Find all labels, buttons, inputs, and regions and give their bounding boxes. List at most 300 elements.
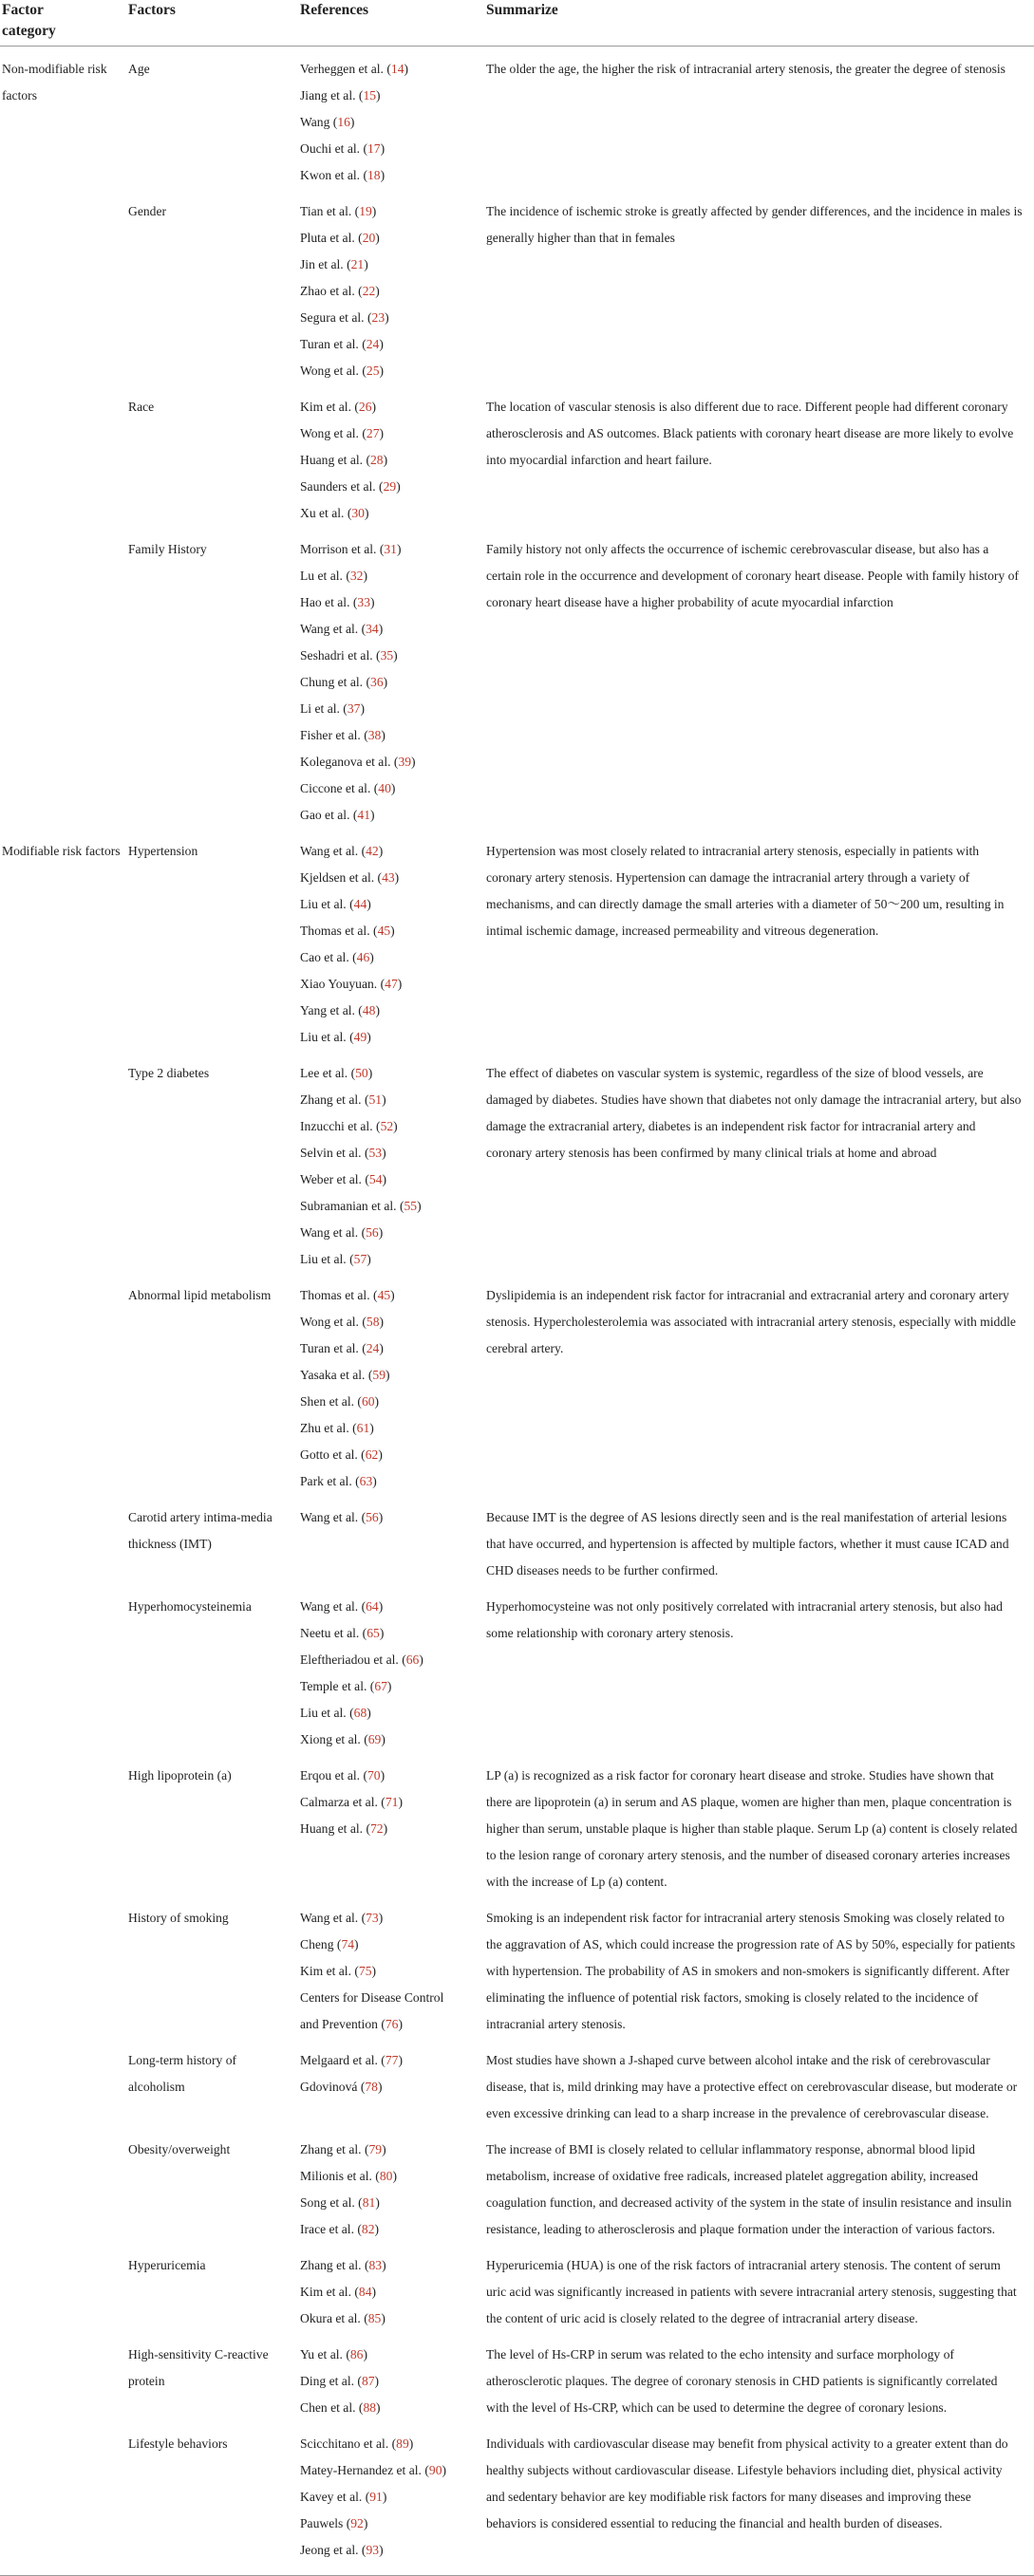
reference-name: Erqou et al. (300, 1768, 361, 1783)
reference-number-link[interactable]: 45 (377, 1288, 391, 1302)
reference-item (300, 1985, 479, 2011)
reference-item: Kavey et al. (91) (300, 2490, 387, 2504)
reference-item: Kjeldsen et al. (43) (300, 870, 400, 885)
reference-number-link[interactable]: 23 (371, 310, 385, 325)
factor-category-cell (0, 189, 126, 384)
factor-cell: History of smoking (128, 1911, 229, 1925)
references-cell (298, 1584, 484, 1753)
reference-name: Zhao et al. (300, 284, 355, 298)
reference-number-link[interactable]: 24 (366, 337, 380, 351)
reference-name: Xiao Youyuan. (300, 977, 378, 991)
reference-item: Kim et al. (26) (300, 400, 377, 414)
reference-item: Fisher et al. (38) (300, 728, 385, 742)
reference-number-link[interactable]: 83 (368, 2258, 383, 2272)
reference-number-link[interactable]: 29 (383, 479, 397, 494)
reference-name: Zhang et al. (300, 2258, 362, 2272)
reference-item: Lu et al. (32) (300, 569, 367, 583)
reference-number-link[interactable]: 93 (366, 2543, 380, 2557)
reference-item: Wang (16) (300, 115, 355, 129)
reference-item: Jiang et al. (15) (300, 88, 381, 103)
reference-name: Kavey et al. (300, 2490, 363, 2504)
factor-cell: Family History (128, 542, 207, 556)
summary-cell: The older the age, the higher the risk of intracranial artery stenosis, the greater the degree of stenosis (486, 62, 1006, 76)
header-summarize: Summarize (484, 0, 1034, 47)
table-row (0, 1273, 1034, 1495)
reference-number-link[interactable]: 32 (349, 569, 364, 583)
reference-number-link[interactable]: 38 (367, 728, 382, 742)
reference-name: Jiang et al. (300, 88, 356, 103)
reference-name: Milionis et al. (300, 2169, 372, 2183)
reference-item: Melgaard et al. (77) (300, 2053, 403, 2067)
reference-item: Cheng (74) (300, 1937, 359, 1951)
reference-item: Saunders et al. (29) (300, 479, 401, 494)
reference-item: Wang et al. (34) (300, 622, 384, 636)
references-cell (298, 1051, 484, 1273)
reference-name: Calmarza et al. (300, 1795, 378, 1809)
reference-number-link[interactable]: 91 (369, 2490, 383, 2504)
table-row (0, 2038, 1034, 2127)
reference-name: Neetu et al. (300, 1626, 360, 1640)
reference-item: Verheggen et al. (14) (300, 62, 409, 76)
header-row (0, 0, 1034, 47)
reference-number-link[interactable]: 54 (368, 1172, 383, 1186)
reference-number-link[interactable]: 77 (385, 2053, 399, 2067)
reference-item: Yu et al. (86) (300, 2347, 367, 2361)
reference-name: Liu et al. (300, 1030, 347, 1044)
reference-item: Scicchitano et al. (89) (300, 2436, 414, 2451)
summary-cell: The increase of BMI is closely related to cellular inflammatory response, abnormal blood lipid metabolism, increase of oxidative free radicals, increased platelet aggregation ability, increased coagulation function, and decreased activity of the system in the state of insulin resistance and insulin resistance, leading to atherosclerosis and plaque formation under the interaction of various factors. (486, 2142, 1012, 2236)
reference-item: Okura et al. (85) (300, 2311, 385, 2325)
header-factor-category-line2: category (2, 23, 56, 39)
summary-cell: The level of Hs-CRP in serum was related to the echo intensity and surface morphology of atherosclerotic plaques. The degree of coronary stenosis in CHD patients is significantly correlated with the level of Hs-CRP, which can be used to determine the degree of coronary lesions. (486, 2347, 998, 2415)
reference-number-link[interactable]: 16 (337, 115, 350, 129)
reference-name: Liu et al. (300, 1252, 347, 1266)
summary-cell: LP (a) is recognized as a risk factor for coronary heart disease and stroke. Studies have shown that there are lipoprotein (a) in serum and AS plaque, women are higher than men, plaque concentration is higher than serum, unstable plaque is higher than stable plaque. Serum Lp (a) content is closely related to the lesion range of coronary artery stenosis, and the number of diseased coronary arteries increases with the increase of Lp (a) content. (486, 1768, 1018, 1889)
reference-number-link[interactable]: 18 (367, 168, 381, 182)
reference-item: Wang et al. (64) (300, 1599, 384, 1614)
reference-item: Kim et al. (75) (300, 1964, 377, 1978)
reference-number-link[interactable]: 86 (349, 2347, 364, 2361)
reference-number-link[interactable]: 15 (363, 88, 377, 103)
reference-number-link[interactable]: 34 (366, 622, 379, 636)
factor-cell: Age (128, 62, 150, 76)
reference-number-link[interactable]: 79 (368, 2142, 383, 2156)
reference-name: Ding et al. (300, 2374, 355, 2388)
factor-cell: High-sensitivity C-reactive protein (128, 2347, 269, 2388)
factor-category-cell (0, 1895, 126, 2038)
reference-number-link[interactable]: 78 (365, 2080, 378, 2094)
reference-number-link[interactable]: 43 (382, 870, 395, 885)
reference-name: Koleganova et al. (300, 755, 391, 769)
reference-number-link[interactable]: 66 (405, 1652, 420, 1667)
reference-item: Kim et al. (84) (300, 2285, 377, 2299)
reference-item: Jin et al. (21) (300, 257, 368, 271)
reference-item: Subramanian et al. (55) (300, 1199, 422, 1213)
reference-number-link[interactable]: 51 (368, 1092, 383, 1107)
factor-cell: Long-term history of alcoholism (128, 2053, 237, 2094)
summary-cell: Family history not only affects the occurrence of ischemic cerebrovascular disease, but also has a certain role in the occurrence and development of coronary heart disease. People with family history of coronary heart disease have a higher probability of acute myocardial infarction (486, 542, 1019, 609)
reference-name: Chen et al. (300, 2400, 356, 2415)
reference-number-link[interactable]: 14 (390, 62, 404, 76)
references-cell (298, 47, 484, 190)
reference-name: Liu et al. (300, 897, 347, 911)
reference-name: Kim et al. (300, 400, 351, 414)
reference-name: Saunders et al. (300, 479, 376, 494)
reference-number-link[interactable]: 61 (356, 1421, 370, 1435)
factor-category-cell (0, 2421, 126, 2576)
reference-number-link[interactable]: 82 (361, 2222, 375, 2236)
reference-name: Thomas et al. (300, 1288, 370, 1302)
reference-name: Tian et al. (300, 204, 352, 218)
reference-item: Erqou et al. (70) (300, 1768, 385, 1783)
table-row (0, 1495, 1034, 1584)
reference-number-link[interactable]: 72 (370, 1821, 384, 1836)
reference-number-link[interactable]: 21 (350, 257, 365, 271)
reference-item: Zhang et al. (83) (300, 2258, 386, 2272)
factor-category-cell (0, 2243, 126, 2332)
reference-item: Wang et al. (42) (300, 844, 384, 858)
summary-cell: The effect of diabetes on vascular system is systemic, regardless of the size of blood vessels, are damaged by diabetes. Studies have shown that diabetes not only damage the intracranial artery, but also damage the extracranial artery, diabetes is an independent risk factor for intracranial artery and coronary artery stenosis has been confirmed by many clinical trials at home and abroad (486, 1066, 1022, 1160)
reference-number-link[interactable]: 65 (367, 1626, 380, 1640)
reference-name: Cao et al. (300, 950, 349, 964)
reference-item: Milionis et al. (80) (300, 2169, 397, 2183)
reference-name: Jin et al. (300, 257, 344, 271)
reference-item: Chung et al. (36) (300, 675, 388, 689)
factor-cell: Race (128, 400, 155, 414)
reference-item: Wang et al. (56) (300, 1225, 384, 1240)
reference-item: Liu et al. (49) (300, 1030, 371, 1044)
reference-name: Morrison et al. (300, 542, 377, 556)
summary-cell: The location of vascular stenosis is also different due to race. Different people had different coronary atherosclerosis and AS outcomes. Black patients with coronary heart disease are more likely to evolve into myocardial infarction and heart failure. (486, 400, 1014, 467)
summary-cell: The incidence of ischemic stroke is greatly affected by gender differences, and the incidence in males is generally higher than that in females (486, 204, 1023, 245)
table-row (0, 384, 1034, 527)
reference-number-link[interactable]: 20 (362, 231, 376, 245)
reference-name: Huang et al. (300, 1821, 364, 1836)
factor-category-cell: Modifiable risk factors (2, 844, 121, 858)
reference-number-link[interactable]: 59 (372, 1368, 385, 1382)
reference-number-link[interactable]: 76 (385, 2017, 399, 2031)
reference-name: Matey-Hernandez et al. (300, 2463, 422, 2477)
reference-number-link[interactable]: 71 (385, 1795, 399, 1809)
factor-cell: Type 2 diabetes (128, 1066, 210, 1080)
references-cell (298, 2421, 484, 2576)
reference-number-link[interactable]: 36 (370, 675, 384, 689)
reference-name: Wang et al. (300, 844, 359, 858)
summary-cell: Smoking is an independent risk factor for intracranial artery stenosis Smoking was closely related to the aggravation of AS, which could increase the progression rate of AS by 50%, especially for patients with hypertension. The probability of AS in smokers and non-smokers is significantly different. After eliminating the influence of potential risk factors, smoking is closely related to the incidence of intracranial artery stenosis. (486, 1911, 1016, 2031)
reference-item: Jeong et al. (93) (300, 2543, 384, 2557)
table-row (0, 1584, 1034, 1753)
reference-number-link[interactable]: 41 (357, 808, 370, 822)
header-factors: Factors (126, 0, 298, 47)
table-row (0, 2332, 1034, 2421)
reference-item: Wong et al. (27) (300, 426, 385, 440)
reference-item: Thomas et al. (45) (300, 924, 395, 938)
summary-cell: Hyperuricemia (HUA) is one of the risk factors of intracranial artery stenosis. The content of serum uric acid was significantly increased in patients with severe intracranial artery stenosis, suggesting that the content of uric acid is closely related to the degree of intracranial artery disease. (486, 2258, 1017, 2325)
reference-item: Yasaka et al. (59) (300, 1368, 390, 1382)
reference-number-link[interactable]: 64 (366, 1599, 379, 1614)
reference-item: Ciccone et al. (40) (300, 781, 396, 795)
reference-name: Shen et al. (300, 1394, 355, 1409)
reference-item: Cao et al. (46) (300, 950, 374, 964)
references-cell (298, 1753, 484, 1895)
reference-number-link[interactable]: 22 (362, 284, 376, 298)
reference-number-link[interactable]: 56 (366, 1225, 379, 1240)
reference-number-link[interactable]: 80 (379, 2169, 393, 2183)
reference-item: Segura et al. (23) (300, 310, 389, 325)
reference-name: Scicchitano et al. (300, 2436, 389, 2451)
reference-name: Wang et al. (300, 1911, 359, 1925)
reference-name: Inzucchi et al. (300, 1119, 373, 1133)
summary-cell: Most studies have shown a J-shaped curve between alcohol intake and the risk of cerebrovascular disease, that is, mild drinking may have a protective effect on cerebrovascular disease, but moderate or even excessive drinking can lead to a sharp increase in the prevalence of cerebrovascular disease. (486, 2053, 1018, 2120)
reference-name: Kim et al. (300, 2285, 351, 2299)
reference-name: Zhang et al. (300, 2142, 362, 2156)
factor-category-cell (0, 384, 126, 527)
reference-number-link[interactable]: 24 (366, 1341, 380, 1355)
factor-cell: Gender (128, 204, 167, 218)
factor-cell: Hyperhomocysteinemia (128, 1599, 252, 1614)
factor-category-cell (0, 2127, 126, 2243)
reference-name: Thomas et al. (300, 924, 370, 938)
reference-number-link[interactable]: 27 (366, 426, 380, 440)
reference-number-link[interactable]: 88 (363, 2400, 377, 2415)
reference-number-link[interactable]: 17 (367, 141, 381, 156)
reference-number-link[interactable]: 56 (366, 1510, 379, 1524)
reference-name: Liu et al. (300, 1706, 347, 1720)
reference-number-link[interactable]: 68 (353, 1706, 367, 1720)
reference-item: Calmarza et al. (71) (300, 1795, 403, 1809)
reference-name: Kim et al. (300, 1964, 351, 1978)
reference-number-link[interactable]: 45 (377, 924, 391, 938)
reference-item: Turan et al. (24) (300, 1341, 384, 1355)
reference-item: Xiong et al. (69) (300, 1732, 385, 1746)
reference-name: Verheggen et al. (300, 62, 384, 76)
references-cell (298, 1895, 484, 2038)
reference-item: Pluta et al. (20) (300, 231, 380, 245)
reference-item: Gdovinová (78) (300, 2080, 383, 2094)
table-row (0, 829, 1034, 1051)
reference-name: Melgaard et al. (300, 2053, 378, 2067)
references-cell (298, 384, 484, 527)
reference-item: Huang et al. (72) (300, 1821, 388, 1836)
factor-cell: Obesity/overweight (128, 2142, 231, 2156)
reference-number-link[interactable]: 50 (355, 1066, 368, 1080)
header-factor-category-line1: Factor (2, 2, 44, 18)
reference-number-link[interactable]: 55 (404, 1199, 418, 1213)
reference-item: Eleftheriadou et al. (66) (300, 1652, 423, 1667)
reference-name: Jeong et al. (300, 2543, 359, 2557)
reference-name: Seshadri et al. (300, 648, 373, 663)
reference-name: Yang et al. (300, 1003, 355, 1017)
table-row (0, 2243, 1034, 2332)
table-row (0, 47, 1034, 190)
reference-item: Zhang et al. (79) (300, 2142, 386, 2156)
reference-item: Hao et al. (33) (300, 595, 375, 609)
reference-number-link[interactable]: 52 (380, 1119, 394, 1133)
reference-name: Lee et al. (300, 1066, 348, 1080)
reference-number-link[interactable]: 31 (384, 542, 397, 556)
reference-number-link[interactable]: 89 (396, 2436, 409, 2451)
reference-name: Pauwels (300, 2516, 344, 2530)
reference-name: Wang et al. (300, 1225, 359, 1240)
references-cell (298, 829, 484, 1051)
references-cell (298, 1495, 484, 1584)
reference-item: Zhu et al. (61) (300, 1421, 374, 1435)
reference-item: Tian et al. (19) (300, 204, 377, 218)
factor-cell: Hypertension (128, 844, 198, 858)
reference-name: Selvin et al. (300, 1146, 362, 1160)
reference-number-link[interactable]: 58 (366, 1315, 380, 1329)
reference-number-link[interactable]: 62 (365, 1447, 379, 1462)
reference-name: and Prevention (300, 2017, 378, 2031)
reference-number-link[interactable]: 87 (361, 2374, 375, 2388)
summary-cell: Hypertension was most closely related to intracranial artery stenosis, especially in patients with coronary artery stenosis. Hypertension can damage the intracranial artery through a variety of mechanisms, and can directly damage the small arteries with a diameter of 50～200 um, resulting in intimal ischemic damage, increased permeability and vitreous degeneration. (486, 844, 1005, 938)
reference-number-link[interactable]: 44 (353, 897, 367, 911)
reference-name: Lu et al. (300, 569, 343, 583)
reference-item: Thomas et al. (45) (300, 1288, 395, 1302)
reference-name: Kwon et al. (300, 168, 361, 182)
factor-category-cell (0, 1273, 126, 1495)
reference-name: Turan et al. (300, 337, 359, 351)
reference-item: Irace et al. (82) (300, 2222, 380, 2236)
reference-number-link[interactable]: 39 (398, 755, 412, 769)
reference-number-link[interactable]: 46 (356, 950, 370, 964)
table-row (0, 2421, 1034, 2576)
reference-number-link[interactable]: 33 (357, 595, 370, 609)
factor-category-cell (0, 2038, 126, 2127)
reference-number-link[interactable]: 47 (385, 977, 398, 991)
reference-number-link[interactable]: 35 (380, 648, 394, 663)
header-references: References (298, 0, 484, 47)
references-cell (298, 189, 484, 384)
reference-item: Kwon et al. (18) (300, 168, 385, 182)
reference-number-link[interactable]: 81 (362, 2195, 376, 2210)
reference-number-link[interactable]: 70 (367, 1768, 381, 1783)
references-cell (298, 2243, 484, 2332)
reference-number-link[interactable]: 25 (366, 364, 380, 378)
reference-name: Wang et al. (300, 1510, 359, 1524)
reference-name: Segura et al. (300, 310, 365, 325)
factor-cell: High lipoprotein (a) (128, 1768, 232, 1783)
reference-item: Liu et al. (57) (300, 1252, 371, 1266)
factor-cell: Abnormal lipid metabolism (128, 1288, 272, 1302)
reference-number-link[interactable]: 26 (358, 400, 372, 414)
reference-number-link[interactable]: 30 (351, 506, 365, 520)
reference-name: Li et al. (300, 701, 340, 716)
reference-name: Okura et al. (300, 2311, 361, 2325)
references-cell (298, 1273, 484, 1495)
summary-cell: Individuals with cardiovascular disease may benefit from physical activity to a greater extent than do healthy subjects without cardiovascular disease. Lifestyle behaviors including diet, physical activity and sedentary behavior are key modifiable risk factors for many diseases and improving these behaviors is considered essential to reducing the financial and health burden of diseases. (484, 2421, 1034, 2576)
reference-item: Yang et al. (48) (300, 1003, 380, 1017)
reference-number-link[interactable]: 67 (374, 1679, 387, 1693)
reference-item: Zhang et al. (51) (300, 1092, 386, 1107)
reference-number-link[interactable]: 92 (350, 2516, 364, 2530)
reference-number-link[interactable]: 57 (353, 1252, 367, 1266)
table-row (0, 1753, 1034, 1895)
reference-name: Hao et al. (300, 595, 350, 609)
reference-name: Xu et al. (300, 506, 345, 520)
table-row (0, 1895, 1034, 2038)
reference-number-link[interactable]: 90 (428, 2463, 442, 2477)
reference-name: Eleftheriadou et al. (300, 1652, 399, 1667)
reference-name: Pluta et al. (300, 231, 355, 245)
reference-name: Temple et al. (300, 1679, 367, 1693)
table-row (0, 527, 1034, 829)
reference-item: Zhao et al. (22) (300, 284, 380, 298)
reference-item: Liu et al. (44) (300, 897, 371, 911)
reference-number-link[interactable]: 28 (370, 453, 384, 467)
reference-number-link[interactable]: 63 (359, 1474, 373, 1488)
reference-name: Yu et al. (300, 2347, 343, 2361)
reference-item: Gotto et al. (62) (300, 1447, 383, 1462)
reference-item: Xiao Youyuan. (47) (300, 977, 403, 991)
reference-number-link[interactable]: 49 (353, 1030, 367, 1044)
reference-item: Wong et al. (25) (300, 364, 385, 378)
reference-name: Park et al. (300, 1474, 352, 1488)
reference-name: Song et al. (300, 2195, 355, 2210)
reference-number-link[interactable]: 75 (358, 1964, 372, 1978)
reference-item: Turan et al. (24) (300, 337, 384, 351)
reference-item: Inzucchi et al. (52) (300, 1119, 398, 1133)
table-row (0, 2127, 1034, 2243)
reference-name: Irace et al. (300, 2222, 354, 2236)
reference-name: Xiong et al. (300, 1732, 361, 1746)
summary-cell: Hyperhomocysteine was not only positively correlated with intracranial artery stenosis, but also had some relationship with coronary artery stenosis. (486, 1599, 1003, 1640)
reference-name: Wang et al. (300, 1599, 359, 1614)
reference-name: Zhu et al. (300, 1421, 349, 1435)
reference-number-link[interactable]: 74 (341, 1937, 355, 1951)
factor-cell: Hyperuricemia (128, 2258, 206, 2272)
references-cell (298, 2038, 484, 2127)
reference-number-link[interactable]: 69 (367, 1732, 382, 1746)
reference-item: Li et al. (37) (300, 701, 365, 716)
summary-cell: Dyslipidemia is an independent risk factor for intracranial and extracranial artery and coronary artery stenosis. Hypercholesterolemia was associated with intracranial artery stenosis, especially with middle cerebral artery. (486, 1288, 1016, 1355)
reference-name: Fisher et al. (300, 728, 361, 742)
reference-item: Wang et al. (73) (300, 1911, 384, 1925)
reference-number-link[interactable]: 19 (359, 204, 372, 218)
reference-number-link[interactable]: 42 (366, 844, 379, 858)
reference-item: Liu et al. (68) (300, 1706, 371, 1720)
reference-number-link[interactable]: 37 (347, 701, 361, 716)
reference-name: Huang et al. (300, 453, 364, 467)
reference-item: Matey-Hernandez et al. (90) (300, 2463, 447, 2477)
reference-number-link[interactable]: 85 (367, 2311, 382, 2325)
reference-number-link[interactable]: 48 (362, 1003, 376, 1017)
reference-name: Gotto et al. (300, 1447, 358, 1462)
reference-item: Selvin et al. (53) (300, 1146, 386, 1160)
reference-item: Song et al. (81) (300, 2195, 380, 2210)
reference-name: Zhang et al. (300, 1092, 362, 1107)
reference-item: Koleganova et al. (39) (300, 755, 416, 769)
reference-item: Seshadri et al. (35) (300, 648, 398, 663)
reference-number-link[interactable]: 40 (378, 781, 391, 795)
reference-name: Cheng (300, 1937, 334, 1951)
reference-item: Lee et al. (50) (300, 1066, 373, 1080)
reference-item: Weber et al. (54) (300, 1172, 387, 1186)
reference-number-link[interactable]: 60 (361, 1394, 375, 1409)
reference-number-link[interactable]: 53 (368, 1146, 383, 1160)
reference-number-link[interactable]: 73 (366, 1911, 379, 1925)
factor-category-cell (0, 1051, 126, 1273)
table-body (0, 47, 1034, 2576)
factor-category-cell (0, 2332, 126, 2421)
reference-item: Xu et al. (30) (300, 506, 369, 520)
reference-number-link[interactable]: 84 (358, 2285, 372, 2299)
summary-cell: Because IMT is the degree of AS lesions directly seen and is the real manifestation of arterial lesions that have occurred, and hypertension is affected by multiple factors, whether it must cause ICAD and CHD diseases needs to be further confirmed. (486, 1510, 1009, 1577)
reference-name: Wong et al. (300, 364, 359, 378)
reference-name: Centers for Disease Control (300, 1990, 444, 2005)
factor-category-cell (0, 1584, 126, 1753)
header-factor-category (0, 0, 126, 47)
